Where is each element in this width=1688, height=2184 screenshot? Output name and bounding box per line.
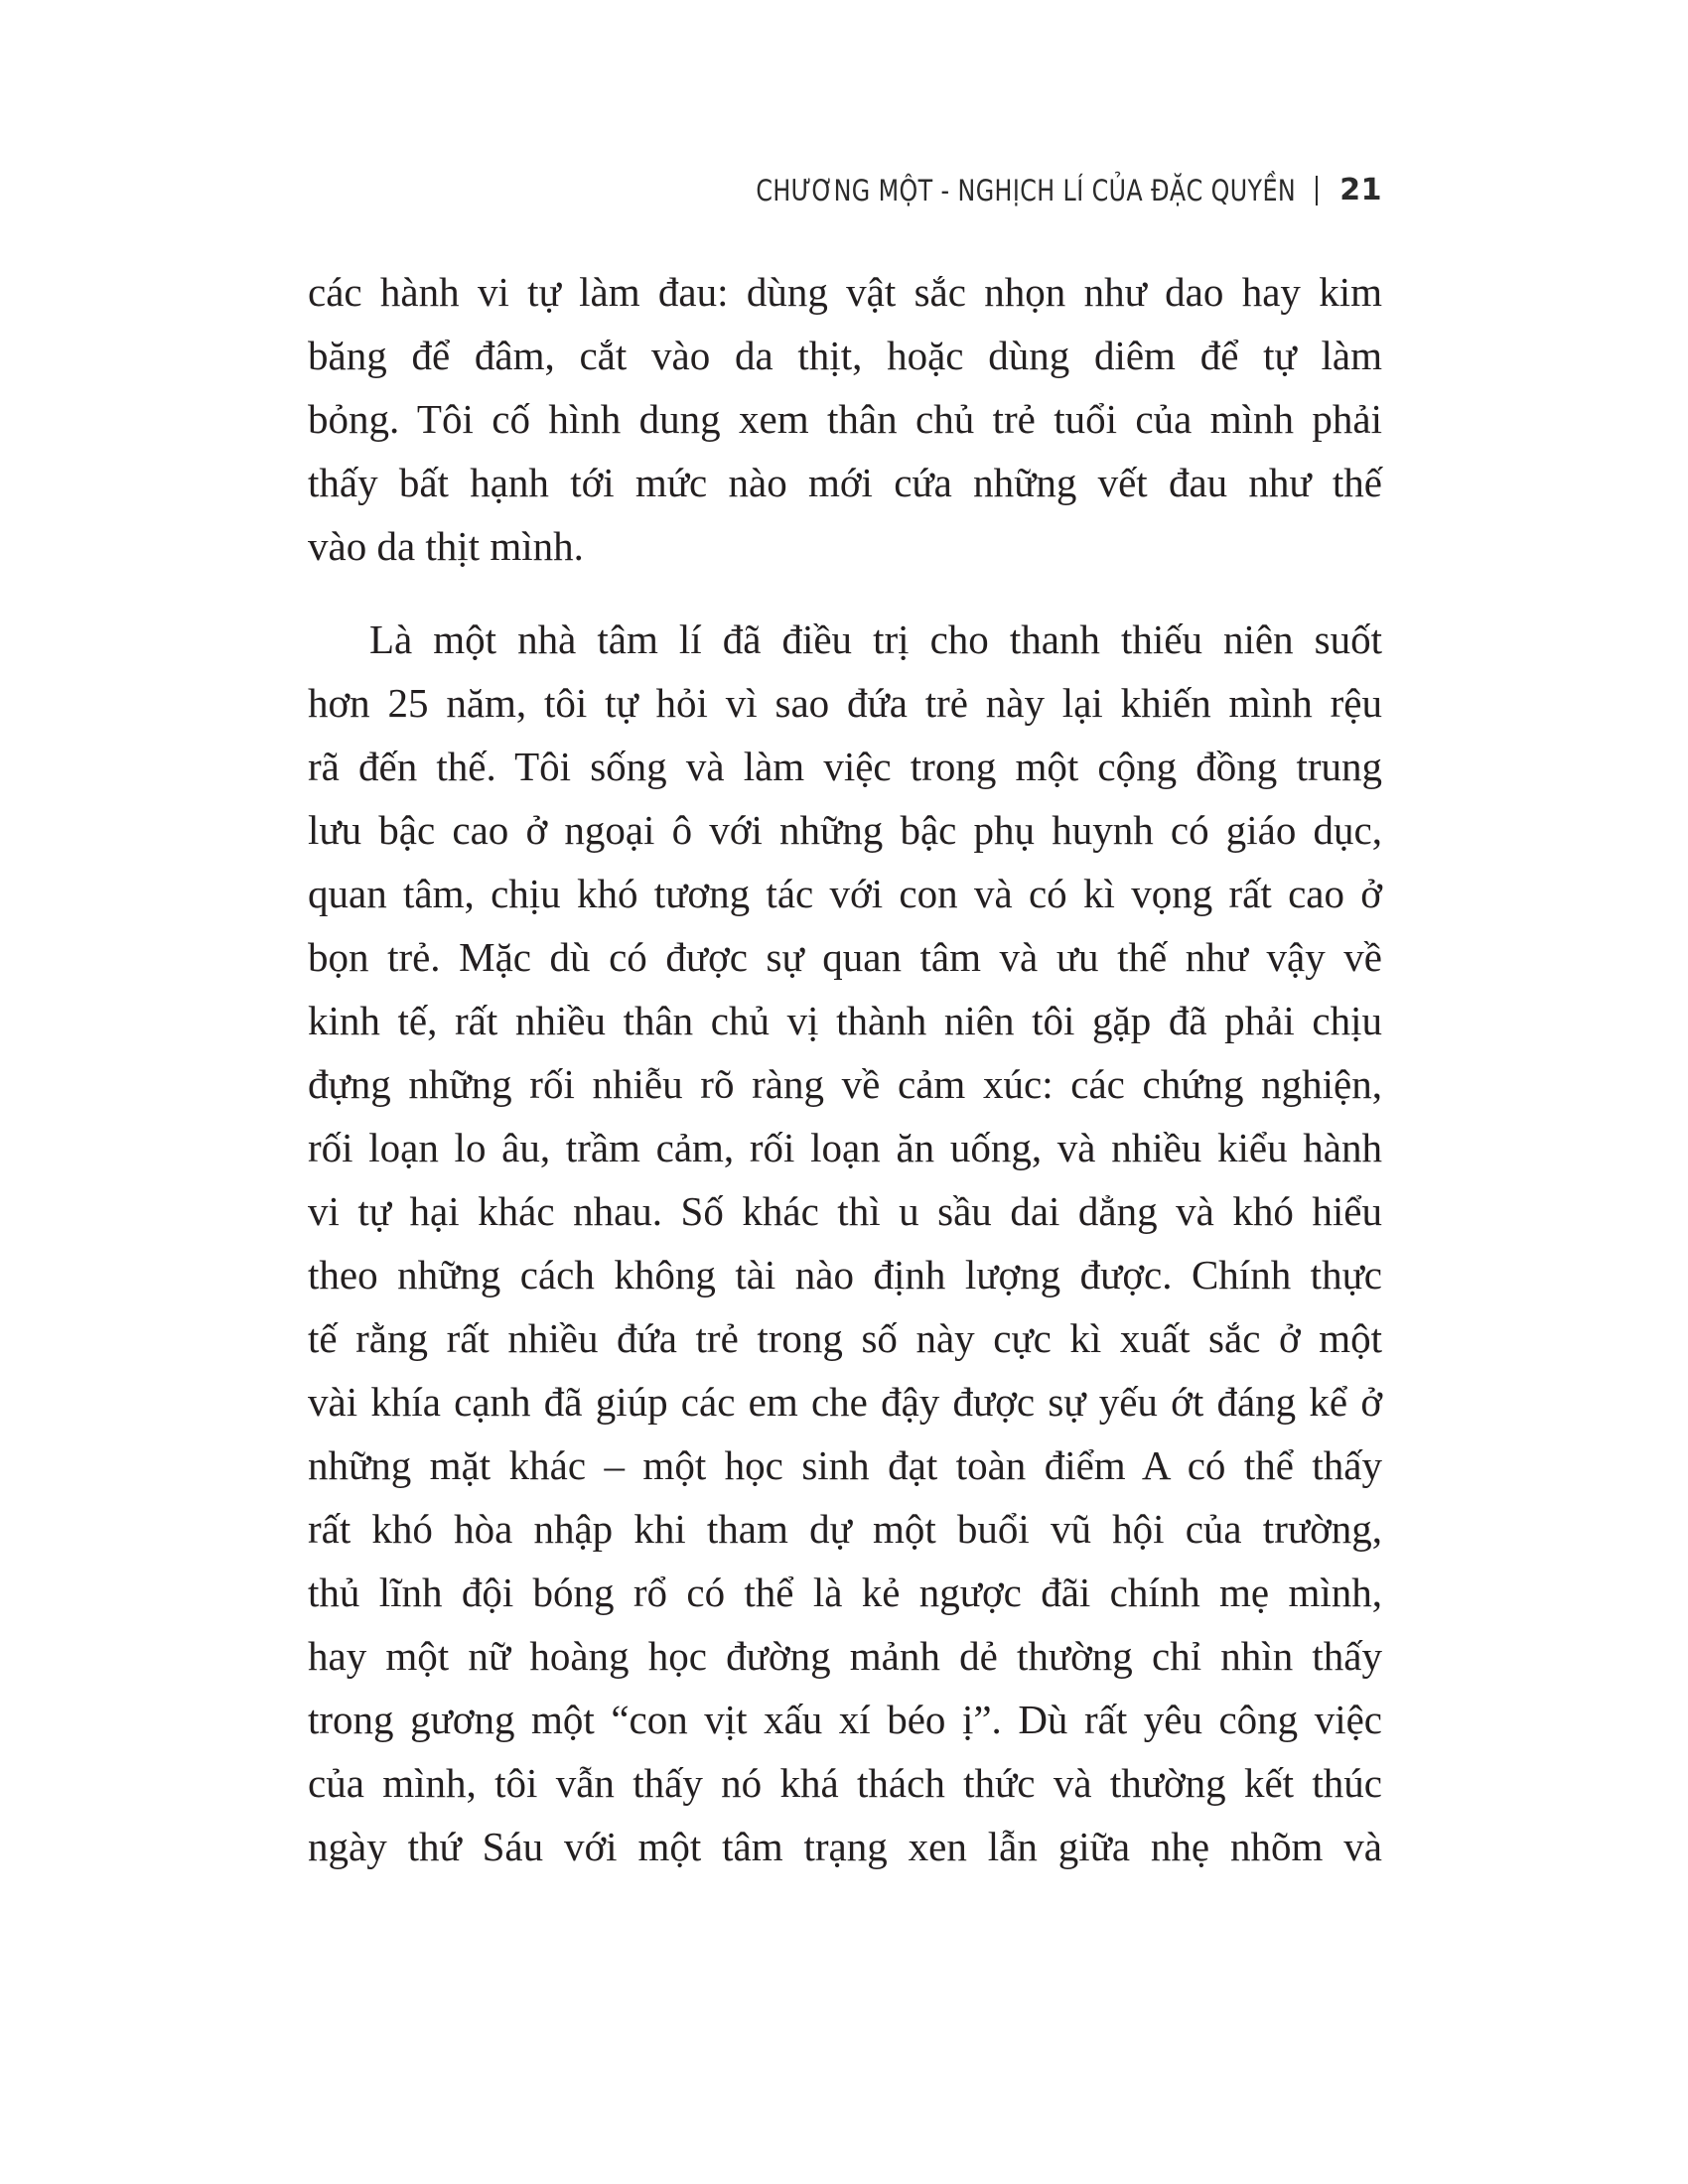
text-line: trong gương một “con vịt xấu xí béo ị”. Dù rất yêu công việc <box>308 1697 1382 1742</box>
text-line: thấy bất hạnh tới mức nào mới cứa những vết đau như thế <box>308 460 1382 505</box>
text-line: vài khía cạnh đã giúp các em che đậy được sự yếu ớt đáng kể ở <box>308 1379 1382 1425</box>
text-line: bọn trẻ. Mặc dù có được sự quan tâm và ưu thế như vậy về <box>308 934 1382 980</box>
text-line: quan tâm, chịu khó tương tác với con và có kì vọng rất cao ở <box>308 871 1382 916</box>
text-line: kinh tế, rất nhiều thân chủ vị thành niên tôi gặp đã phải chịu <box>308 998 1382 1043</box>
header-separator <box>1316 176 1318 205</box>
text-line: vào da thịt mình. <box>308 523 584 569</box>
text-line: thủ lĩnh đội bóng rổ có thể là kẻ ngược đãi chính mẹ mình, <box>308 1570 1382 1615</box>
paragraph-1 <box>308 260 1382 578</box>
text-line: vi tự hại khác nhau. Số khác thì u sầu dai dẳng và khó hiểu <box>308 1188 1382 1234</box>
text-line: tế rằng rất nhiều đứa trẻ trong số này cực kì xuất sắc ở một <box>308 1315 1382 1361</box>
text-line: rã đến thế. Tôi sống và làm việc trong một cộng đồng trung <box>308 744 1382 789</box>
text-line: ngày thứ Sáu với một tâm trạng xen lẫn giữa nhẹ nhõm và <box>308 1824 1382 1869</box>
text-line: lưu bậc cao ở ngoại ô với những bậc phụ huynh có giáo dục, <box>308 807 1382 853</box>
text-line: băng để đâm, cắt vào da thịt, hoặc dùng diêm để tự làm <box>308 333 1382 378</box>
text-line: hơn 25 năm, tôi tự hỏi vì sao đứa trẻ này lại khiến mình rệu <box>308 680 1382 726</box>
text-line: đựng những rối nhiễu rõ ràng về cảm xúc: các chứng nghiện, <box>308 1061 1382 1107</box>
text-line: của mình, tôi vẫn thấy nó khá thách thức và thường kết thúc <box>308 1760 1382 1806</box>
text-line: rối loạn lo âu, trầm cảm, rối loạn ăn uống, và nhiều kiểu hành <box>308 1125 1382 1170</box>
page-number: 21 <box>1339 173 1382 207</box>
text-line: Là một nhà tâm lí đã điều trị cho thanh thiếu niên suốt <box>369 616 1382 662</box>
text-line: những mặt khác – một học sinh đạt toàn điểm A có thể thấy <box>308 1442 1382 1488</box>
body-text <box>308 260 1382 1878</box>
text-line: hay một nữ hoàng học đường mảnh dẻ thường chỉ nhìn thấy <box>308 1633 1382 1679</box>
paragraph-2 <box>308 608 1382 1878</box>
text-line: các hành vi tự làm đau: dùng vật sắc nhọn như dao hay kim <box>308 269 1382 315</box>
text-line: bỏng. Tôi cố hình dung xem thân chủ trẻ tuổi của mình phải <box>308 396 1382 442</box>
chapter-title: CHƯƠNG MỘT - NGHỊCH LÍ CỦA ĐẶC QUYỀN <box>756 173 1297 207</box>
text-line: theo những cách không tài nào định lượng được. Chính thực <box>308 1252 1382 1297</box>
text-line: rất khó hòa nhập khi tham dự một buổi vũ hội của trường, <box>308 1506 1382 1552</box>
running-header <box>637 173 1382 207</box>
